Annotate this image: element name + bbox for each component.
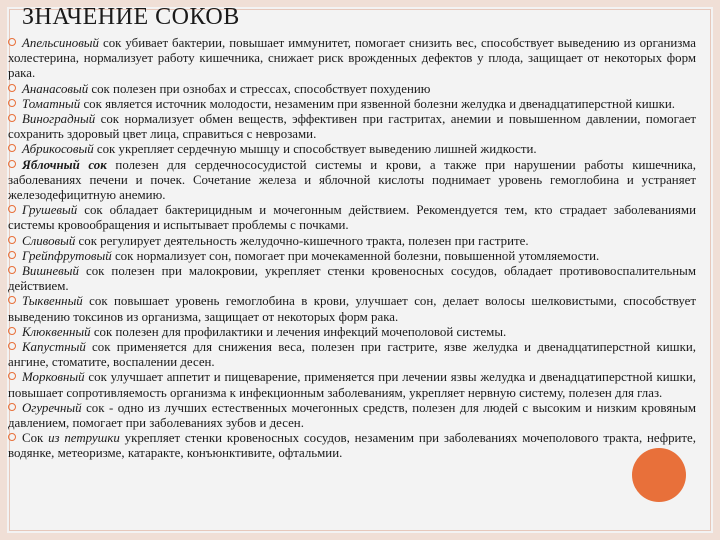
list-item	[8, 370, 696, 400]
bullet-icon	[8, 342, 16, 350]
list-item	[8, 142, 696, 157]
item-lead: Клюквенный	[22, 324, 91, 339]
item-text: сок полезен для профилактики и лечения инфекций мочеполовой системы.	[90, 324, 507, 339]
item-lead: из петрушки	[48, 431, 120, 446]
item-lead: Огуречный	[22, 400, 82, 415]
item-text: сок повышает уровень гемоглобина в крови, улучшает сон, делает волосы шелковистыми, способствует выведению токсинов из организма, защищает от некоторых форм рака.	[8, 294, 696, 324]
list-item	[8, 325, 696, 340]
item-lead: Виноградный	[22, 112, 96, 127]
item-lead: Яблочный сок	[22, 157, 107, 172]
list-item	[8, 401, 696, 431]
item-text: сок - одно из лучших естественных мочегонных средств, полезен для людей с высоким и низким кровяным давлением, помогает при заболеваниях зубов и десен.	[8, 400, 696, 431]
bullet-icon	[8, 84, 16, 92]
slide-title: ЗНАЧЕНИЕ СОКОВ	[22, 4, 240, 30]
item-lead: Морковный	[22, 370, 85, 385]
item-lead: Сливовый	[22, 233, 76, 248]
item-text: сок является источник молодости, незаменим при язвенной болезни желудка и двенадцатиперстной кишки.	[80, 96, 675, 111]
list-item	[8, 431, 696, 461]
bullet-icon	[8, 144, 16, 152]
item-lead: Ананасовый	[22, 81, 89, 96]
item-lead: Грейпфрутовый	[22, 248, 112, 263]
list-item	[8, 112, 696, 142]
item-text: полезен для сердечнососудистой системы и крови, а также при нарушении работы кишечника, заболеваниях печени и почек. Сочетание железа и яблочной кислоты поднимает уровень гемоглобина и устраняет железодефицитную анемию.	[8, 157, 696, 203]
list-item	[8, 234, 696, 249]
list-item	[8, 294, 696, 324]
item-prefix: Сок	[22, 431, 49, 446]
list-item	[8, 82, 696, 97]
bullet-icon	[8, 403, 16, 411]
bullet-icon	[8, 205, 16, 213]
bullet-icon	[8, 372, 16, 380]
bullet-icon	[8, 99, 16, 107]
item-lead: Тыквенный	[22, 294, 83, 309]
bullet-icon	[8, 327, 16, 335]
item-lead: Абрикосовый	[22, 142, 94, 157]
item-lead: Капустный	[22, 340, 86, 355]
item-text: сок применяется для снижения веса, полезен при гастрите, язве желудка и двенадцатиперстной кишки, ангине, стоматите, воспалении десен.	[8, 340, 696, 370]
bullet-icon	[8, 38, 16, 46]
item-text: сок улучшает аппетит и пищеварение, применяется при лечении язвы желудка и двенадцатиперстной кишки, повышает сопротивляемость организма к инфекционным заболеваниям, укрепляет нервную систему, полезен для глаз.	[8, 370, 696, 400]
bullet-icon	[8, 114, 16, 122]
list-item	[8, 340, 696, 370]
bullet-icon	[8, 251, 16, 259]
item-text: сок полезен при ознобах и стрессах, способствует похудению	[88, 81, 431, 96]
item-text: сок регулирует деятельность желудочно-кишечного тракта, полезен при гастрите.	[75, 233, 529, 248]
decorative-circle	[632, 448, 686, 502]
item-lead: Грушевый	[22, 203, 78, 218]
bullet-icon	[8, 296, 16, 304]
bullet-icon	[8, 236, 16, 244]
item-text: сок нормализует сон, помогает при мочекаменной болезни, повышенной утомляемости.	[111, 248, 600, 263]
list-item	[8, 249, 696, 264]
item-text: сок укрепляет сердечную мышцу и способствует выведению лишней жидкости.	[93, 142, 537, 157]
bullet-icon	[8, 266, 16, 274]
juice-list	[8, 36, 696, 462]
list-item	[8, 203, 696, 233]
list-item	[8, 97, 696, 112]
item-text: сок обладает бактерицидным и мочегонным действием. Рекомендуется тем, кто страдает заболеваниями системы кровообращения и испытывает проблемы с почками.	[8, 203, 696, 233]
item-lead: Вишневый	[22, 264, 79, 279]
item-lead: Томатный	[22, 96, 81, 111]
item-text: укрепляет стенки кровеносных сосудов, незаменим при заболеваниях мочеполового тракта, нефрите, водянке, метеоризме, катаракте, конъюнктивите, офтальмии.	[8, 431, 697, 461]
list-item	[8, 158, 696, 204]
item-text: сок убивает бактерии, повышает иммунитет, помогает снизить вес, способствует выведению из организма холестерина, нормализует работу кишечника, снижает риск врожденных дефектов у плода, защищает от некоторых форм рака.	[8, 36, 696, 81]
list-item	[8, 264, 696, 294]
item-text: сок полезен при малокровии, укрепляет стенки кровеносных сосудов, обладает противовоспалительным действием.	[8, 264, 696, 294]
bullet-icon	[8, 160, 16, 168]
bullet-icon	[8, 433, 16, 441]
list-item	[8, 36, 696, 82]
item-text: сок нормализует обмен веществ, эффективен при гастритах, анемии и повышенном давлении, помогает сохранить здоровый цвет лица, справиться с неврозами.	[8, 112, 696, 142]
item-lead: Апельсиновый	[22, 36, 99, 50]
